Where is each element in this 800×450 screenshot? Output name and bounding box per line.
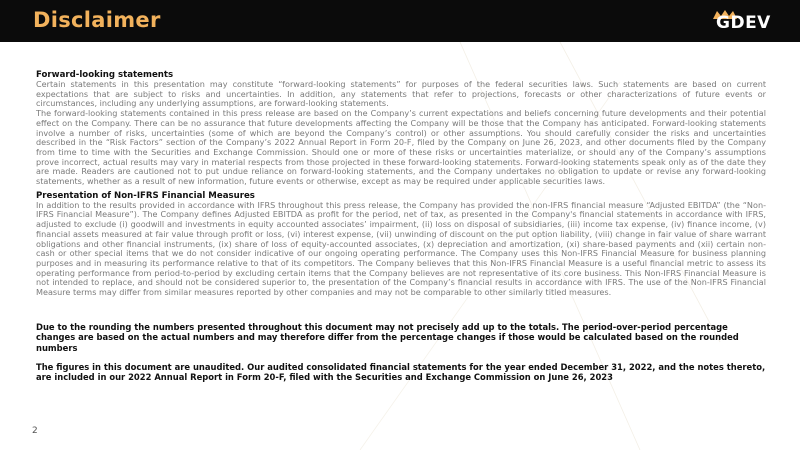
header-bar [0,0,800,42]
rounding-note: Due to the rounding the numbers presented throughout this document may not precisely add up to the totals. The period-over-period percentage changes are based on the actual numbers and may therefore differ from the percentage changes if those would be calculated based on the rounded numbers [36,321,739,353]
forward-looking-paragraph-1: Certain statements in this presentation may constitute “forward-looking statements” for purposes of the federal securities laws. Such statements are based on current expectations that are subject to risks and uncertainties. In addition, any statements that refer to projections, forecasts or other characterizations of future events or circumstances, including any underlying assumptions, are forward-looking statements. [36,79,766,109]
page-title: Disclaimer [33,8,161,32]
non-ifrs-heading: Presentation of Non-IFRS Financial Measures [36,190,255,201]
unaudited-note: The figures in this document are unaudited. Our audited consolidated financial statements for the year ended December 31, 2022, and the notes thereto, are included in our 2022 Annual Report in Form 20-F, filed with the Securities and Exchange Commission on June 26, 2023 [36,361,766,383]
forward-looking-heading: Forward-looking statements [36,70,174,80]
forward-looking-paragraph-2: The forward-looking statements contained in this press release are based on the Company’s current expectations and beliefs concerning future developments and their potential effect on the Company. There can be no assurance that future developments affecting the Company will be those that the Company has anticipated. Forward-looking statements involve a number of risks, uncertainties (some of which are beyond the Company’s control) or other assumptions. You should carefully consider the risks and uncertainties described in the “Risk Factors” section of the Company’s 2022 Annual Report in Form 20-F, filed by the Company on June 26, 2023, and other documents filed by the Company from time to time with the Securities and Exchange Commission. Should one or more of these risks or uncertainties materialize, or should any of the Company’s assumptions prove incorrect, actual results may vary in material respects from those projected in these forward-looking statements. Forward-looking statements speak only as of the date they are made. Readers are cautioned not to put undue reliance on forward-looking statements, and the Company undertakes no obligation to update or revise any forward-looking statements, whether as a result of new information, future events or otherwise, except as may be required under applicable securities laws. [36,108,766,187]
page-number: 2 [32,426,38,436]
gdev-logo [711,7,771,37]
non-ifrs-paragraph: In addition to the results provided in accordance with IFRS throughout this press release, the Company has provided the non-IFRS financial measure “Adjusted EBITDA” (the “Non-IFRS Financial Measure”). The Company defines Adjusted EBITDA as profit for the period, net of tax, as presented in the Company's financial statements in accordance with IFRS, adjusted to exclude (i) goodwill and investments in equity accounted associates’ impairment, (ii) loss on disposal of subsidiaries, (iii) income tax expense, (iv) finance income, (v) financial assets measured at fair value through profit or loss, (vi) interest expense, (vii) unwinding of discount on the put option liability, (viii) change in fair value of share warrant obligations and other financial instruments, (ix) share of loss of equity-accounted associates, (x) depreciation and amortization, (xi) share-based payments and (xii) certain non-cash or other special items that we do not consider indicative of our ongoing operating performance. The Company uses this Non-IFRS Financial Measure for business planning purposes and in measuring its performance relative to that of its competitors. The Company believes that this Non-IFRS Financial Measure is a useful financial metric to assess its operating performance from period-to-period by excluding certain items that the Company believes are not representative of its core business. This Non-IFRS Financial Measure is not intended to replace, and should not be considered superior to, the presentation of the Company’s financial results in accordance with IFRS. The use of the Non-IFRS Financial Measure terms may differ from similar measures reported by other companies and may not be comparable to other similarly titled measures. [36,199,766,298]
disclaimer-body [36,70,766,383]
logo-text: GDEV [716,13,771,33]
